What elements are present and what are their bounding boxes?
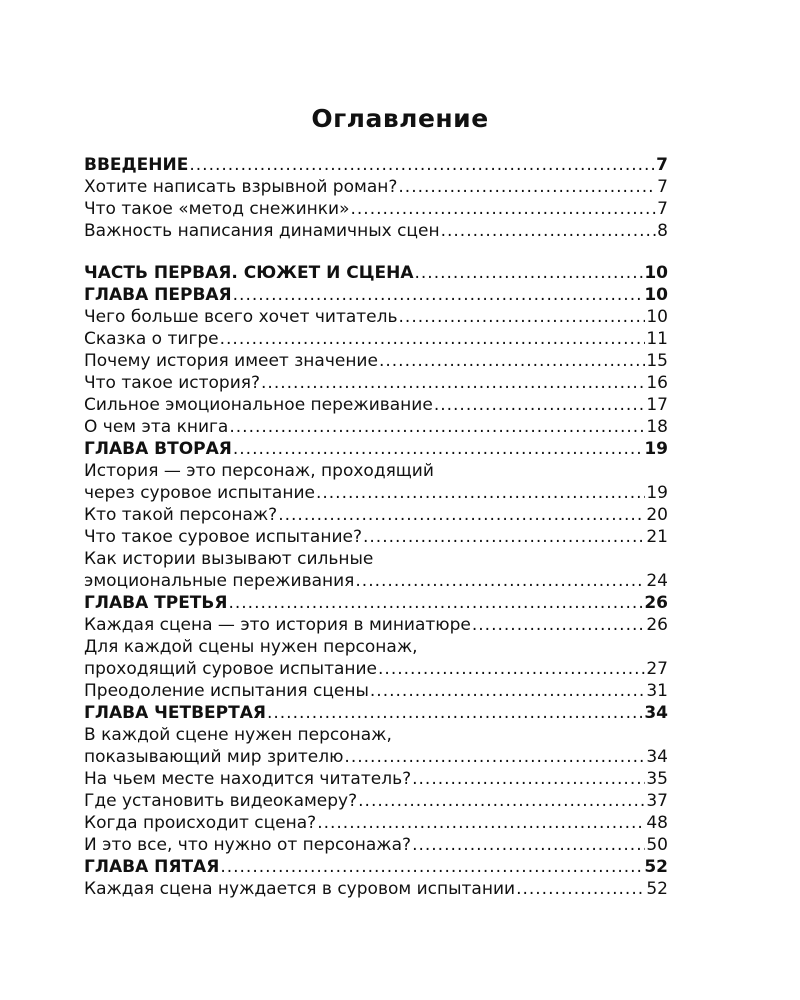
dot-leader xyxy=(472,614,645,636)
toc-entry-title: Сильное эмоциональное переживание xyxy=(84,395,433,415)
toc-entry xyxy=(84,768,668,790)
toc-entry xyxy=(84,614,668,636)
toc-entry-title: ГЛАВА ПЕРВАЯ xyxy=(84,285,232,305)
toc-entry xyxy=(84,372,668,394)
toc-page-number: 31 xyxy=(646,681,668,701)
toc-heading-entry xyxy=(84,284,668,306)
toc-entry xyxy=(84,176,668,198)
dot-leader xyxy=(317,812,645,834)
dot-leader xyxy=(189,154,655,176)
toc-entry-title: Каждая сцена — это история в миниатюре xyxy=(84,615,471,635)
toc-page-number: 10 xyxy=(646,307,668,327)
dot-leader xyxy=(278,504,645,526)
toc-heading-entry xyxy=(84,856,668,878)
dot-leader xyxy=(379,350,645,372)
toc-page-number: 26 xyxy=(646,615,668,635)
toc-page-number: 7 xyxy=(657,199,668,219)
dot-leader xyxy=(261,372,645,394)
dot-leader xyxy=(378,658,645,680)
toc-page-number: 34 xyxy=(644,703,668,723)
toc-entry-title: ЧАСТЬ ПЕРВАЯ. СЮЖЕТ И СЦЕНА xyxy=(84,263,414,283)
toc-entry xyxy=(84,504,668,526)
toc-page-number: 26 xyxy=(644,593,668,613)
dot-leader xyxy=(355,570,645,592)
toc-page-number: 37 xyxy=(646,791,668,811)
toc-entry-title: Что такое «метод снежинки» xyxy=(84,199,350,219)
toc-page-number: 7 xyxy=(657,177,668,197)
toc-page-number: 27 xyxy=(646,659,668,679)
toc-page-number: 7 xyxy=(656,155,668,175)
toc-entry xyxy=(84,306,668,328)
toc-entry xyxy=(84,746,668,768)
toc-entry-title: ВВЕДЕНИЕ xyxy=(84,155,189,175)
toc-entry-title: ГЛАВА ТРЕТЬЯ xyxy=(84,593,228,613)
toc-entry-title: проходящий суровое испытание xyxy=(84,659,378,679)
toc-heading-entry xyxy=(84,154,668,176)
dot-leader xyxy=(233,284,644,306)
toc-page-number: 20 xyxy=(646,505,668,525)
dot-leader xyxy=(412,768,645,790)
toc-page-number: 34 xyxy=(646,747,668,767)
toc-page-number: 21 xyxy=(646,527,668,547)
toc-heading-entry xyxy=(84,592,668,614)
toc-entry-lead-line: Для каждой сцены нужен персонаж, xyxy=(84,637,418,657)
toc-heading-entry xyxy=(84,262,668,284)
toc-entry-title: На чьем месте находится читатель? xyxy=(84,769,412,789)
toc-page-number: 52 xyxy=(644,857,668,877)
toc-entry-title: Хотите написать взрывной роман? xyxy=(84,177,398,197)
toc-page-number: 48 xyxy=(646,813,668,833)
toc-entry-lead-line: В каждой сцене нужен персонаж, xyxy=(84,725,392,745)
toc-page-number: 19 xyxy=(646,483,668,503)
toc-entry xyxy=(84,526,668,548)
toc-entry-title: через суровое испытание xyxy=(84,483,315,503)
toc-entry xyxy=(84,812,668,834)
dot-leader xyxy=(316,482,645,504)
toc-entry xyxy=(84,658,668,680)
toc-page-number: 10 xyxy=(644,285,668,305)
toc-entry-title: Чего больше всего хочет читатель xyxy=(84,307,398,327)
dot-leader xyxy=(516,878,645,900)
toc-page-number: 16 xyxy=(646,373,668,393)
toc-page-number: 50 xyxy=(646,835,668,855)
dot-leader xyxy=(398,176,656,198)
toc-page-number: 10 xyxy=(644,263,668,283)
dot-leader xyxy=(220,328,646,350)
dot-leader xyxy=(399,306,646,328)
toc-entry-title: ГЛАВА ВТОРАЯ xyxy=(84,439,232,459)
toc-entry xyxy=(84,790,668,812)
dot-leader xyxy=(414,262,643,284)
toc-entry-title: Кто такой персонаж? xyxy=(84,505,278,525)
dot-leader xyxy=(441,220,657,242)
toc-entry-title: эмоциональные переживания xyxy=(84,571,355,591)
toc-entry-title: И это все, что нужно от персонажа? xyxy=(84,835,412,855)
toc-entry xyxy=(84,198,668,220)
dot-leader xyxy=(350,198,656,220)
toc-entry-title: Важность написания динамичных сцен xyxy=(84,221,440,241)
table-of-contents xyxy=(84,154,668,900)
toc-entry-title: Когда происходит сцена? xyxy=(84,813,317,833)
toc-entry-title: Что такое история? xyxy=(84,373,261,393)
toc-entry-title: показывающий мир зрителю xyxy=(84,747,344,767)
toc-page-number: 17 xyxy=(646,395,668,415)
dot-leader xyxy=(434,394,646,416)
toc-entry xyxy=(84,416,668,438)
toc-entry xyxy=(84,570,668,592)
toc-entry-title: О чем эта книга xyxy=(84,417,229,437)
toc-page-number: 35 xyxy=(646,769,668,789)
dot-leader xyxy=(363,526,645,548)
toc-page-number: 24 xyxy=(646,571,668,591)
toc-heading-entry xyxy=(84,702,668,724)
toc-entry xyxy=(84,220,668,242)
toc-entry-title: ГЛАВА ЧЕТВЕРТАЯ xyxy=(84,703,266,723)
toc-entry-title: Сказка о тигре xyxy=(84,329,219,349)
dot-leader xyxy=(220,856,643,878)
toc-page-number: 11 xyxy=(646,329,668,349)
dot-leader xyxy=(344,746,645,768)
dot-leader xyxy=(228,592,643,614)
dot-leader xyxy=(267,702,643,724)
page-title: Оглавление xyxy=(311,104,489,133)
toc-entry-title: ГЛАВА ПЯТАЯ xyxy=(84,857,220,877)
toc-entry-title: Почему история имеет значение xyxy=(84,351,378,371)
dot-leader xyxy=(412,834,645,856)
toc-page-number: 52 xyxy=(646,879,668,899)
toc-entry-title: Где установить видеокамеру? xyxy=(84,791,358,811)
toc-entry xyxy=(84,482,668,504)
toc-entry xyxy=(84,680,668,702)
toc-page-number: 19 xyxy=(644,439,668,459)
toc-entry xyxy=(84,834,668,856)
toc-entry-title: Каждая сцена нуждается в суровом испытании xyxy=(84,879,516,899)
toc-entry-lead-line: Как истории вызывают сильные xyxy=(84,549,374,569)
dot-leader xyxy=(229,416,645,438)
toc-page-number: 15 xyxy=(646,351,668,371)
toc-page-number: 18 xyxy=(646,417,668,437)
toc-entry xyxy=(84,328,668,350)
toc-entry-title: Преодоление испытания сцены xyxy=(84,681,369,701)
dot-leader xyxy=(358,790,645,812)
dot-leader xyxy=(233,438,643,460)
toc-heading-entry xyxy=(84,438,668,460)
toc-entry xyxy=(84,350,668,372)
toc-entry-title: Что такое суровое испытание? xyxy=(84,527,362,547)
toc-entry xyxy=(84,394,668,416)
toc-entry-lead-line: История — это персонаж, проходящий xyxy=(84,461,434,481)
toc-entry xyxy=(84,878,668,900)
dot-leader xyxy=(370,680,645,702)
toc-page-number: 8 xyxy=(657,221,668,241)
